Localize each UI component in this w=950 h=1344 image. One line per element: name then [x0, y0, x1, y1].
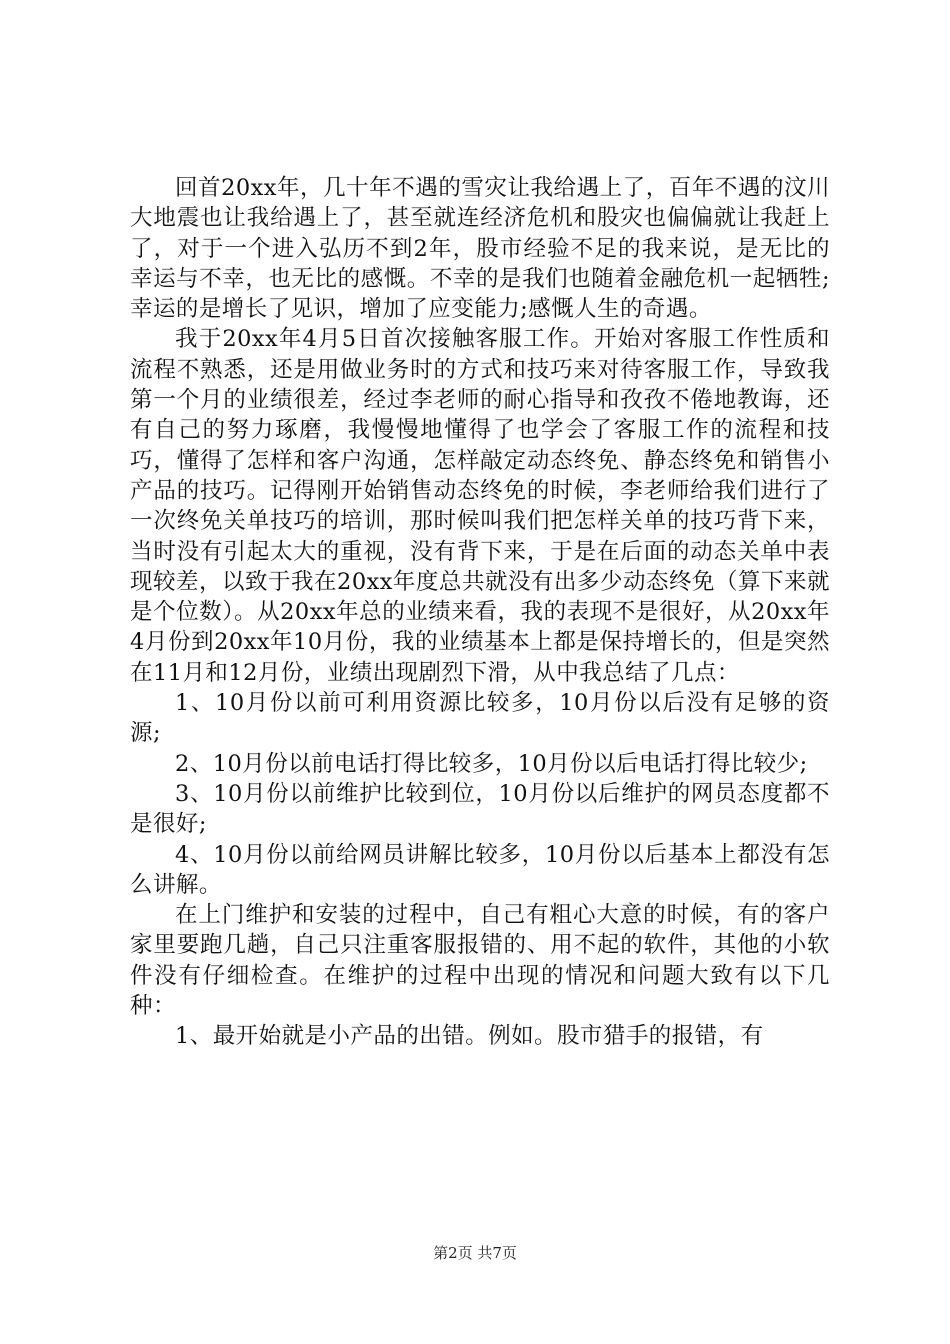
- list-item-point-3: 3、10月份以前维护比较到位，10月份以后维护的网员态度都不是很好;: [130, 780, 830, 838]
- list-item-point-2: 2、10月份以前电话打得比较多，10月份以后电话打得比较少;: [175, 750, 808, 777]
- list-item-point-1: 1、10月份以前可利用资源比较多，10月份以后没有足够的资源;: [130, 690, 830, 747]
- paragraph-customer-service: 我于20xx年4月5日首次接触客服工作。开始对客服工作性质和流程不熟悉，还是用做业务时的方式和技巧来对待客服工作，导致我第一个月的业绩很差，经过李老师的耐心指导和孜孜不倦地教诲，还有自己的努力琢磨，我慢慢地懂得了也学会了客服工作的流程和技巧，懂得了怎样和客户沟通，怎样敲定动态终免、静态终免和销售小产品的技巧。记得刚开始销售动态终免的时候，李老师给我们进行了一次终免关单技巧的培训，那时候叫我们把怎样关单的技巧背下来，当时没有引起太大的重视，没有背下来，于是在后面的动态关单中表现较差，以致于我在20xx年度总共就没有出多少动态终免（算下来就是个位数）。从20xx年总的业绩来看，我的表现不是很好，从20xx年4月份到20xx年10月份，我的业绩基本上都是保持增长的，但是突然在11月和12月份，业绩出现剧烈下滑，从中我总结了几点：: [130, 326, 830, 686]
- paragraph-maintenance: 在上门维护和安装的过程中，自己有粗心大意的时候，有的客户家里要跑几趟，自己只注重客服报错的、用不起的软件，其他的小软件没有仔细检查。在维护的过程中出现的情况和问题大致有以下几种：: [130, 902, 830, 1020]
- page-number-footer: 第2页 共7页: [433, 1244, 517, 1262]
- document-body: [130, 173, 830, 1052]
- list-item-point-4: 4、10月份以前给网员讲解比较多，10月份以后基本上都没有怎么讲解。: [130, 841, 830, 898]
- list-item-issue-1: 1、最开始就是小产品的出错。例如。股市猎手的报错，有: [175, 1023, 764, 1050]
- paragraph-intro: 回首20xx年，几十年不遇的雪灾让我给遇上了，百年不遇的汶川大地震也让我给遇上了，甚至就连经济危机和股灾也偏偏就让我赶上了，对于一个进入弘历不到2年，股市经验不足的我来说，是无比的幸运与不幸，也无比的感慨。不幸的是我们也随着金融危机一起牺牲;幸运的是增长了见识，增加了应变能力;感慨人生的奇遇。: [130, 175, 830, 323]
